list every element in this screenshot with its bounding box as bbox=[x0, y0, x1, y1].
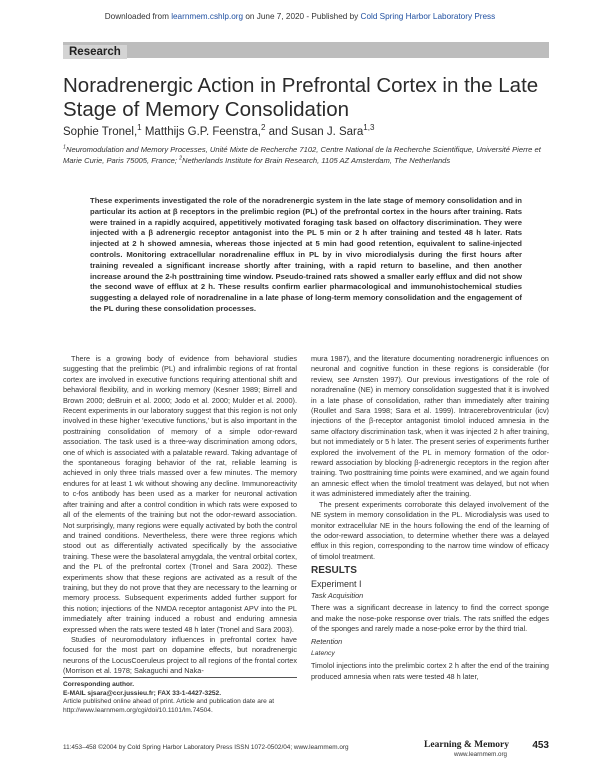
author-1: Sophie Tronel, bbox=[63, 126, 138, 138]
author-2-affil: 2 bbox=[260, 123, 266, 133]
paragraph: Timolol injections into the prelimbic cortex 2 h after the end of the training produced amnesia when rats were tested 48 h later, bbox=[311, 661, 549, 681]
page-number: 453 bbox=[532, 740, 549, 751]
author-1-affil: 1 bbox=[137, 123, 142, 133]
download-prefix: Downloaded from bbox=[104, 12, 169, 21]
download-middle: on June 7, 2020 - Published by bbox=[245, 12, 359, 21]
site-link[interactable]: learnmem.cshlp.org bbox=[171, 12, 244, 21]
paragraph: The present experiments corroborate this delayed involvement of the NE system in memory consolidation in the PL. Microdialysis was used to monitor extracellular NE in the hours following the end of the learning of the odor-reward association, to determine whether there was a delayed efflux in this region, corresponding to the narrow time window of efficacy of timolol treatment. bbox=[311, 499, 549, 561]
results-heading: RESULTS bbox=[311, 565, 357, 577]
author-list bbox=[63, 123, 549, 138]
affil-2: Netherlands Institute for Brain Research, 1105 AZ Amsterdam, The Netherlands bbox=[182, 156, 451, 165]
affil-1: Neuromodulation and Memory Processes, Unité Mixte de Recherche 7102, Centre National de la Recherche Scientifique, Université Pierre et Marie Curie, Paris 75005, France; bbox=[63, 145, 541, 165]
paragraph: Studies of neuromodulatory influences in prefrontal cortex have focused for the most part on dopamine effects, but noradrenergic neurons of the LocusCoeruleus project to all regions of the frontal cortex (Morrison et al. 1978; Sakaguchi and Naka- bbox=[63, 634, 297, 676]
abstract: These experiments investigated the role of the noradrenergic system in the late stage of memory consolidation and in particular its action at β receptors in the prelimbic region (PL) of the prefrontal cortex in the hours after training. Rats were trained in a rapidly acquired, appetitively motivated foraging task based on olfactory discrimination. They were injected with a β adrenergic receptor antagonist into the PL 5 min or 2 h after training and tested 48 h later. Rats injected at 2 h showed amnesia, whereas those injected at 5 min had good retention, equivalent to saline-injected controls. Monitoring extracellular noradrenaline efflux in PL by in vivo microdialysis during the first hours after training revealed a significant increase shortly after training, with a rapid return to baseline, and then another increase around the 2-h posttraining time window. Pseudo-trained rats showed a smaller early efflux and did not show the second wave of efflux at 2 h. These results confirm earlier pharmacological and immunohistochemical studies suggesting a delayed role of noradrenaline in a late phase of long-term memory consolidation and the engagement of the PL during these consolidation processes. bbox=[90, 196, 523, 313]
article-title: Noradrenergic Action in Prefrontal Cortex in the Late Stage of Memory Consolidation bbox=[63, 74, 539, 121]
paragraph: mura 1987), and the literature documenting noradrenergic influences on neuronal and cognitive function in these regions is considerable (for review, see Arnsten 1997). Our previous investigations of the role of noradrenaline (NE) in memory consolidation suggested that it is involved in a late phase of consolidation, rather than immediately after training (Roullet and Sara 1998; Sara et al. 1999). Intracerebroventricular (icv) injections of the β-receptor antagonist timolol induced amnesia in the same olfactory discrimination task, when it was injected 2 h after training, but not immediately or 5 h later. The present series of experiments further explored the involvement of the PL in memory formation of the odor-reward association by blocking β-adrenergic receptors in the region after training. Two posttraining time points were examined, and we again found an amnesic effect when the timolol treatment was delayed, but not when it was administered immediately after the training. bbox=[311, 354, 549, 499]
latency-subheading: Latency bbox=[311, 649, 335, 657]
affil-2-mark: 2 bbox=[179, 155, 183, 162]
section-banner bbox=[63, 42, 549, 58]
body-column-left bbox=[63, 354, 297, 677]
author-3-affil: 1,3 bbox=[363, 123, 375, 133]
body-column-right bbox=[311, 354, 549, 682]
paragraph: There is a growing body of evidence from behavioral studies suggesting that the prelimbic (PL) and infralimbic regions of rat frontal cortex are involved in executive functions requiring attentional shift and behavioral flexibility, and in working memory (Kesner 1989; Birrell and Brown 2000; deBruin et al. 2000; Jodo et al. 2000; Mulder et al. 2000). Recent experiments in our laboratory suggest that this region is not only involved in these higher 'executive functions,' but is also important in the posttraining consolidation of memory of a simple odor-reward association. The task used is a three-way discrimination among odors, one of which is associated with a palatable reward. Taking advantage of the spontaneous foraging behavior of the rat, reliable learning is achieved in only three trials massed over a few minutes. The memory endures for at least 1 wk without showing any decline. Immunoreactivity to c-fos antibody has been used as a marker for neuronal activation after training and after a control condition in which rats were exposed to all of the elements of the training but not the odor-reward association. Not surprisingly, many regions were equally activated by both the control and trained conditions. Nevertheless, there were three regions which stood out as differentially activated specifically by the associative training. These were the basolateral amygdala, the ventral orbital cortex, and the PL of the prefrontal cortex (Tronel and Sara 2002). These experiments show that these regions are activated as a result of the training, but they do not prove that they are necessary to the learning or memory process. Subsequent experiments added further support for this notion; injections of the NMDA receptor antagonist APV into the PL immediately after training induced a robust and enduring amnesia expressed when the rats were tested 48 h later (Tronel and Sara 2003). bbox=[63, 354, 297, 634]
journal-url[interactable]: www.learnmem.org bbox=[454, 751, 507, 758]
corr-label: Corresponding author. bbox=[63, 681, 135, 688]
publisher-link[interactable]: Cold Spring Harbor Laboratory Press bbox=[360, 12, 496, 21]
page-footer bbox=[63, 742, 549, 760]
corr-email[interactable]: E-MAIL sjsara@ccr.jussieu.fr; FAX 33-1-4427-3252. bbox=[63, 689, 222, 697]
corr-article-note: Article published online ahead of print. Article and publication date are at http://www.learnmem.org/cgi/doi/10.1101/lm.74504. bbox=[63, 698, 275, 714]
task-subheading: Task Acquisition bbox=[311, 590, 364, 600]
retention-subheading: Retention bbox=[311, 636, 343, 646]
download-notice bbox=[0, 12, 600, 21]
section-label: Research bbox=[63, 45, 127, 59]
affil-1-mark: 1 bbox=[63, 144, 66, 151]
citation-line: 11:453–458 ©2004 by Cold Spring Harbor Laboratory Press ISSN 1072-0502/04; www.learnmem.org bbox=[63, 744, 349, 751]
author-2: Matthijs G.P. Feenstra, bbox=[141, 126, 261, 138]
journal-name: Learning & Memory bbox=[424, 740, 509, 750]
affiliations bbox=[63, 144, 549, 166]
paragraph: There was a significant decrease in latency to find the correct sponge and make the nose-poke response over trials. The rats sniffed the edges of the sponges and rarely made a nose-poke error by the third trial. bbox=[311, 603, 549, 634]
corresponding-author-note bbox=[63, 677, 297, 715]
experiment-heading: Experiment I bbox=[311, 578, 362, 589]
author-3: and Susan J. Sara bbox=[265, 126, 364, 138]
